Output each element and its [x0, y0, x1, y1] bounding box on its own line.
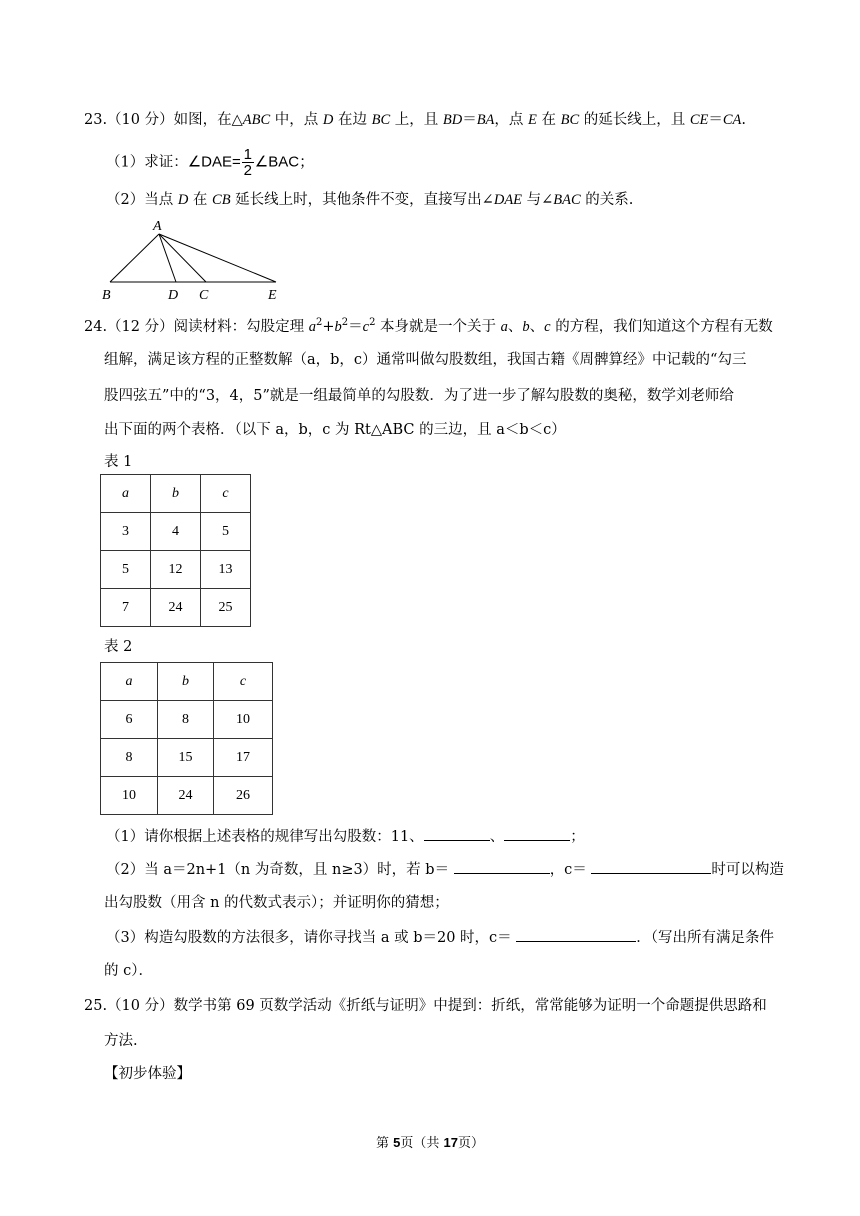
q24-var: a: [500, 318, 508, 335]
q23-formula-right: ∠BAC；: [254, 153, 315, 171]
q25-line2: 方法.: [104, 1033, 138, 1049]
fraction-half: [242, 148, 254, 177]
table-cell: 13: [201, 551, 251, 589]
table-cell: 8: [101, 739, 158, 777]
segment-ae: [159, 234, 276, 282]
table-header-a: a: [101, 663, 158, 701]
answer-blank[interactable]: [424, 826, 490, 841]
q23-text: ，点: [494, 112, 529, 128]
q23-part2: [106, 190, 633, 210]
eq-var: a: [308, 318, 316, 335]
label-d: D: [168, 288, 179, 303]
q23-text: ＝: [708, 112, 723, 128]
footer-text: 第: [376, 1136, 394, 1151]
q23-stem: [84, 110, 746, 130]
footer-text: 页（共: [400, 1136, 444, 1151]
q23-part1-label: （1）求证：: [106, 154, 188, 171]
q23-part2-text: （2）当点: [106, 192, 178, 208]
table-1: [100, 474, 251, 627]
q25-section-heading: 【初步体验】: [104, 1066, 191, 1082]
q23-formula-left: ∠DAE=: [187, 153, 241, 171]
page-number: 5: [393, 1135, 401, 1150]
answer-blank[interactable]: [454, 859, 550, 874]
q23-var: CB: [212, 192, 231, 208]
q24-part1-end: ；: [570, 829, 585, 845]
segment-ad: [159, 234, 176, 282]
q23-part2-text: 延长线上时，其他条件不变，直接写出∠: [230, 192, 494, 208]
answer-blank[interactable]: [591, 859, 711, 874]
q23-var: BC: [560, 112, 580, 128]
q24-part2-text: ，c＝: [549, 862, 592, 878]
q24-part2-text: 时可以构造: [711, 862, 784, 878]
page-footer: [0, 1132, 860, 1151]
eq-exp: 2: [315, 317, 323, 328]
eq-op: ＝: [348, 318, 363, 335]
q23-text: 的延长线上，且: [579, 112, 690, 128]
q23-part2-text: 与∠: [522, 192, 554, 208]
q24-part1-sep: 、: [489, 829, 505, 845]
q24-line3: 股四弦五”中的“3，4，5”就是一组最简单的勾股数．为了进一步了解勾股数的奥秘，数学刘老师给: [104, 388, 734, 404]
table-cell: 7: [101, 589, 151, 627]
table-cell: 17: [214, 739, 273, 777]
q23-var: BC: [371, 112, 391, 128]
q23-var: E: [528, 112, 537, 128]
table-cell: 8: [158, 701, 214, 739]
q23-text: ＝: [462, 112, 477, 128]
q24-part1-text: （1）请你根据上述表格的规律写出勾股数：11、: [106, 829, 424, 845]
q24-text: 、: [529, 318, 545, 335]
q24-part2-text: （2）当 a＝2n+1（n 为奇数，且 n≥3）时，若 b＝: [106, 862, 454, 878]
q23-part2-text: 的关系.: [580, 192, 634, 208]
q23-var: CE: [689, 112, 709, 128]
fraction-numerator: 1: [243, 146, 252, 163]
q23-var: D: [322, 112, 334, 128]
table-cell: 3: [101, 513, 151, 551]
page-total: 17: [443, 1135, 458, 1150]
q24-part3: [106, 927, 774, 948]
q24-part1: [106, 826, 585, 847]
q23-var: D: [177, 192, 189, 208]
answer-blank[interactable]: [504, 826, 570, 841]
table-row: [101, 777, 273, 815]
table-2: [100, 662, 273, 815]
table-cell: 25: [201, 589, 251, 627]
label-b: B: [102, 288, 111, 303]
table-cell: 5: [201, 513, 251, 551]
q24-text: 本身就是一个关于: [375, 318, 501, 335]
q24-var: b: [522, 318, 530, 335]
q24-part2: [106, 859, 784, 880]
table-cell: 6: [101, 701, 158, 739]
label-c: C: [199, 288, 209, 303]
q24-text: 、: [507, 318, 523, 335]
q23-text: 在边: [333, 112, 372, 128]
label-e: E: [268, 288, 277, 303]
label-a: A: [153, 219, 162, 234]
q23-part2-text: 在: [188, 192, 213, 208]
table-row: [101, 475, 251, 513]
table-cell: 5: [101, 551, 151, 589]
q24-part3-text: （3）构造勾股数的方法很多，请你寻找当 a 或 b＝20 时，c＝: [106, 930, 517, 946]
q23-text: .: [741, 112, 747, 128]
q23-var: BA: [476, 112, 495, 128]
eq-var: c: [362, 318, 370, 335]
q24-line4: 出下面的两个表格．（以下 a，b，c 为 Rt△ABC 的三边，且 a＜b＜c）: [104, 422, 566, 438]
q23-var: ABC: [242, 112, 271, 128]
table-row: [101, 739, 273, 777]
table-header-b: b: [151, 475, 201, 513]
eq-var: b: [334, 318, 342, 335]
table-row: [101, 663, 273, 701]
table-cell: 24: [158, 777, 214, 815]
q23-var: CA: [722, 112, 742, 128]
answer-blank[interactable]: [516, 927, 636, 942]
q23-part1: [106, 148, 314, 177]
q23-text: 在: [536, 112, 561, 128]
table-row: [101, 551, 251, 589]
eq-op: +: [322, 318, 335, 335]
q24-part3-text: ．（写出所有满足条件: [636, 930, 775, 946]
table2-title: 表 2: [104, 639, 133, 655]
q24-var: c: [544, 318, 551, 335]
table-header-c: c: [201, 475, 251, 513]
fraction-denominator: 2: [243, 162, 252, 179]
segment-ac: [159, 234, 206, 282]
q23-text: 中，点: [270, 112, 323, 128]
q23-var: BAC: [553, 192, 581, 208]
q23-var: BD: [442, 112, 463, 128]
table-cell: 4: [151, 513, 201, 551]
table-row: [101, 513, 251, 551]
q23-text: 上，且: [390, 112, 443, 128]
table-header-a: a: [101, 475, 151, 513]
q24-part3-line2: 的 c）．: [104, 963, 153, 979]
eq-exp: 2: [369, 317, 376, 328]
segment-ab: [110, 234, 159, 282]
table-header-c: c: [214, 663, 273, 701]
table-cell: 15: [158, 739, 214, 777]
table-row: [101, 589, 251, 627]
triangle-figure: [96, 216, 296, 304]
table-cell: 26: [214, 777, 273, 815]
q25-line1: 25.（10 分）数学书第 69 页数学活动《折纸与证明》中提到：折纸，常常能够为证明一个命题提供思路和: [84, 998, 767, 1014]
table-cell: 10: [101, 777, 158, 815]
q24-text: 的方程，我们知道这个方程有无数: [550, 318, 773, 335]
q24-part2-line2: 出勾股数（用含 n 的代数式表示）；并证明你的猜想；: [104, 895, 449, 911]
table1-title: 表 1: [104, 454, 133, 470]
eq-exp: 2: [341, 317, 349, 328]
table-cell: 12: [151, 551, 201, 589]
q24-number: 24.（12 分）阅读材料：勾股定理: [84, 318, 309, 335]
table-cell: 10: [214, 701, 273, 739]
q24-line2: 组解，满足该方程的正整数解（a，b，c）通常叫做勾股数组，我国古籍《周髀算经》中记载的“勾三: [104, 352, 747, 368]
q23-number: 23.（10 分）如图，在△: [84, 112, 243, 128]
table-header-b: b: [158, 663, 214, 701]
table-cell: 24: [151, 589, 201, 627]
table-row: [101, 701, 273, 739]
footer-text: 页）: [457, 1136, 484, 1151]
q23-var: DAE: [493, 192, 523, 208]
q24-line1: [84, 313, 773, 337]
